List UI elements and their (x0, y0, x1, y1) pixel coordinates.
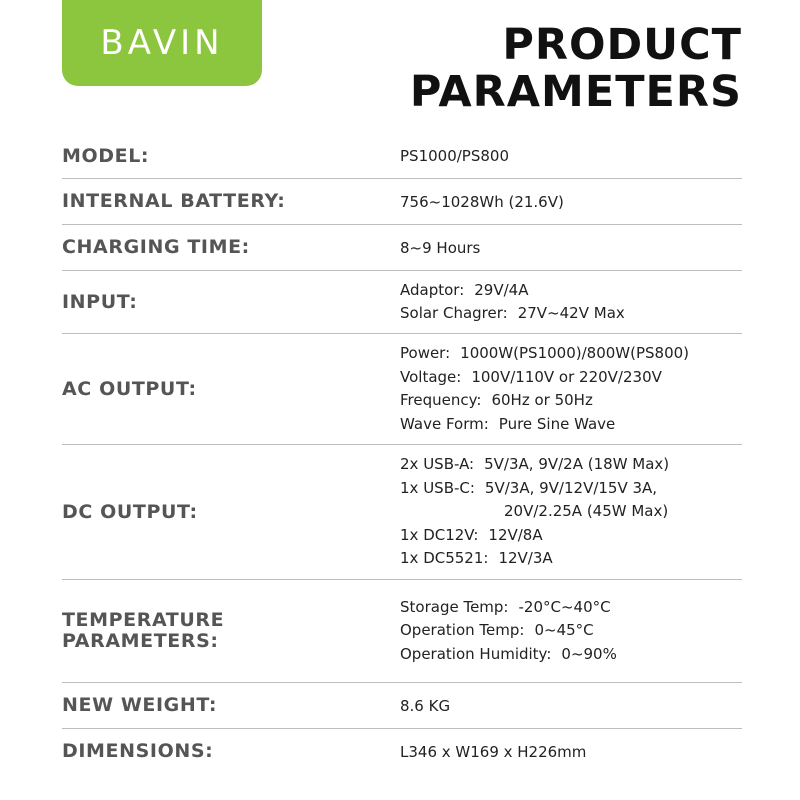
row-label: DC OUTPUT: (62, 500, 198, 523)
row-label: MODEL: (62, 144, 150, 167)
row-label: NEW WEIGHT: (62, 694, 218, 716)
row-label: TEMPERATURE PARAMETERS: (62, 609, 225, 652)
row-value: 8.6 KG (400, 696, 451, 715)
spec-line: 2x USB-A: 5V/3A, 9V/2A (18W Max) (400, 455, 670, 474)
row-input (62, 271, 742, 334)
brand-name: BAVIN (100, 23, 224, 63)
row-dc-output (62, 445, 742, 580)
row-value (400, 596, 742, 667)
row-ac-output (62, 334, 742, 445)
spec-line: Voltage: 100V/110V or 220V/230V (400, 367, 662, 386)
title-line-1: PRODUCT (502, 20, 742, 70)
row-model (62, 134, 742, 179)
row-label: INTERNAL BATTERY: (62, 190, 286, 212)
row-charging-time (62, 225, 742, 271)
spec-line: Storage Temp: -20°C~40°C (400, 597, 611, 616)
row-label: AC OUTPUT: (62, 377, 197, 400)
row-value (400, 453, 742, 571)
row-net-weight (62, 683, 742, 729)
spec-line: Frequency: 60Hz or 50Hz (400, 391, 593, 409)
spec-line: Operation Humidity: 0~90% (400, 644, 617, 663)
spec-line-continued: 20V/2.25A (45W Max) (504, 502, 669, 521)
spec-line: 1x USB-C: 5V/3A, 9V/12V/15V 3A, (400, 478, 658, 497)
title-line-2: PARAMETERS (409, 67, 742, 117)
row-value: L346 x W169 x H226mm (400, 742, 587, 761)
row-value (400, 342, 742, 436)
row-dimensions (62, 729, 742, 774)
brand-logo (62, 0, 262, 86)
row-value: 8~9 Hours (400, 238, 481, 257)
row-value (400, 279, 742, 326)
row-internal-battery (62, 179, 742, 225)
page-title (410, 22, 742, 116)
spec-line: Solar Chagrer: 27V~42V Max (400, 304, 625, 322)
row-label: CHARGING TIME: (62, 236, 250, 258)
parameters-table (62, 134, 742, 774)
spec-line: 1x DC5521: 12V/3A (400, 549, 553, 568)
row-value: 756~1028Wh (21.6V) (400, 192, 564, 211)
row-label: INPUT: (62, 290, 138, 313)
row-value: PS1000/PS800 (400, 147, 509, 165)
spec-line: Adaptor: 29V/4A (400, 280, 529, 299)
row-label: DIMENSIONS: (62, 740, 214, 762)
spec-line: 1x DC12V: 12V/8A (400, 525, 543, 544)
row-temperature (62, 580, 742, 683)
spec-line: Operation Temp: 0~45°C (400, 621, 594, 640)
spec-line: Wave Form: Pure Sine Wave (400, 414, 616, 433)
spec-line: Power: 1000W(PS1000)/800W(PS800) (400, 344, 690, 362)
